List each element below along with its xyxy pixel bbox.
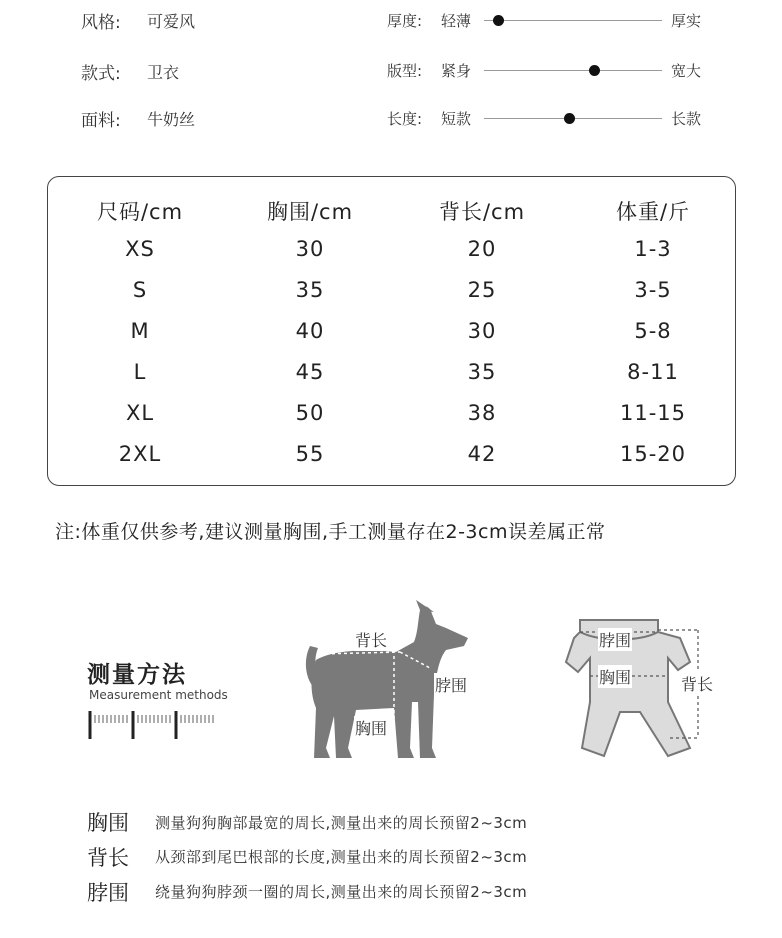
definition-text: 绕量狗狗脖颈一圈的周长,测量出来的周长预留2~3cm <box>155 883 528 901</box>
definition-text: 从颈部到尾巴根部的长度,测量出来的周长预留2~3cm <box>155 848 528 866</box>
table-cell: S <box>132 278 148 302</box>
ruler-icon <box>88 709 218 741</box>
table-cell: 25 <box>467 278 497 302</box>
table-cell: 38 <box>467 401 497 425</box>
dog-back-label: 背长 <box>354 628 388 651</box>
scale-thickness-track <box>484 20 662 21</box>
scale-fit-left: 紧身 <box>441 62 472 80</box>
attr-fabric-label: 面料: <box>81 111 121 131</box>
table-cell: 42 <box>467 442 497 466</box>
size-table <box>47 176 736 486</box>
definition-term: 胸围 <box>87 811 129 835</box>
dog-neck-label: 脖围 <box>434 673 468 696</box>
chest-header: 胸围/cm <box>266 200 354 224</box>
table-cell: 35 <box>467 360 497 384</box>
table-cell: 40 <box>295 319 325 343</box>
scale-fit-right: 宽大 <box>671 62 702 80</box>
table-cell: 15-20 <box>619 442 687 466</box>
table-cell: 50 <box>295 401 325 425</box>
scale-thickness-label: 厚度: <box>387 12 423 30</box>
attr-type-value: 卫衣 <box>147 63 180 82</box>
table-cell: 2XL <box>118 442 162 466</box>
scale-length-left: 短款 <box>441 110 472 128</box>
table-cell: 3-5 <box>634 278 672 302</box>
table-cell: XL <box>125 401 155 425</box>
scale-fit-track <box>484 70 662 71</box>
table-cell: 30 <box>295 237 325 261</box>
scale-length-right: 长款 <box>671 110 702 128</box>
table-cell: 1-3 <box>634 237 672 261</box>
scale-thickness-right: 厚实 <box>671 12 702 30</box>
table-cell: 20 <box>467 237 497 261</box>
table-cell: L <box>133 360 147 384</box>
shirt-neck-label: 脖围 <box>598 628 632 651</box>
table-cell: M <box>130 319 150 343</box>
table-cell: 5-8 <box>634 319 672 343</box>
size-header: 尺码/cm <box>96 200 184 224</box>
methods-title: 测量方法 <box>87 662 187 688</box>
table-cell: 30 <box>467 319 497 343</box>
definition-text: 测量狗狗胸部最宽的周长,测量出来的周长预留2~3cm <box>155 814 528 832</box>
scale-length-marker <box>564 113 575 124</box>
attr-type-label: 款式: <box>81 64 121 84</box>
shirt-chest-label: 胸围 <box>598 665 632 688</box>
methods-subtitle: Measurement methods <box>89 688 228 702</box>
table-cell: 45 <box>295 360 325 384</box>
table-cell: 8-11 <box>627 360 679 384</box>
scale-thickness-marker <box>493 15 504 26</box>
measurement-note: 注:体重仅供参考,建议测量胸围,手工测量存在2-3cm误差属正常 <box>55 521 606 543</box>
attr-style-value: 可爱风 <box>147 12 196 31</box>
definition-term: 脖围 <box>87 881 129 905</box>
attr-style-label: 风格: <box>81 13 121 33</box>
scale-fit-label: 版型: <box>387 62 423 80</box>
weight-header: 体重/斤 <box>615 200 691 224</box>
attr-fabric-value: 牛奶丝 <box>147 110 196 129</box>
table-cell: 35 <box>295 278 325 302</box>
dog-chest-label: 胸围 <box>354 716 388 739</box>
table-cell: XS <box>125 237 155 261</box>
table-cell: 11-15 <box>619 401 687 425</box>
scale-thickness-left: 轻薄 <box>441 12 472 30</box>
back-length-header: 背长/cm <box>438 200 526 224</box>
shirt-back-label: 背长 <box>680 672 714 695</box>
definition-term: 背长 <box>87 846 129 870</box>
scale-length-label: 长度: <box>387 110 423 128</box>
scale-fit-marker <box>589 65 600 76</box>
table-cell: 55 <box>295 442 325 466</box>
